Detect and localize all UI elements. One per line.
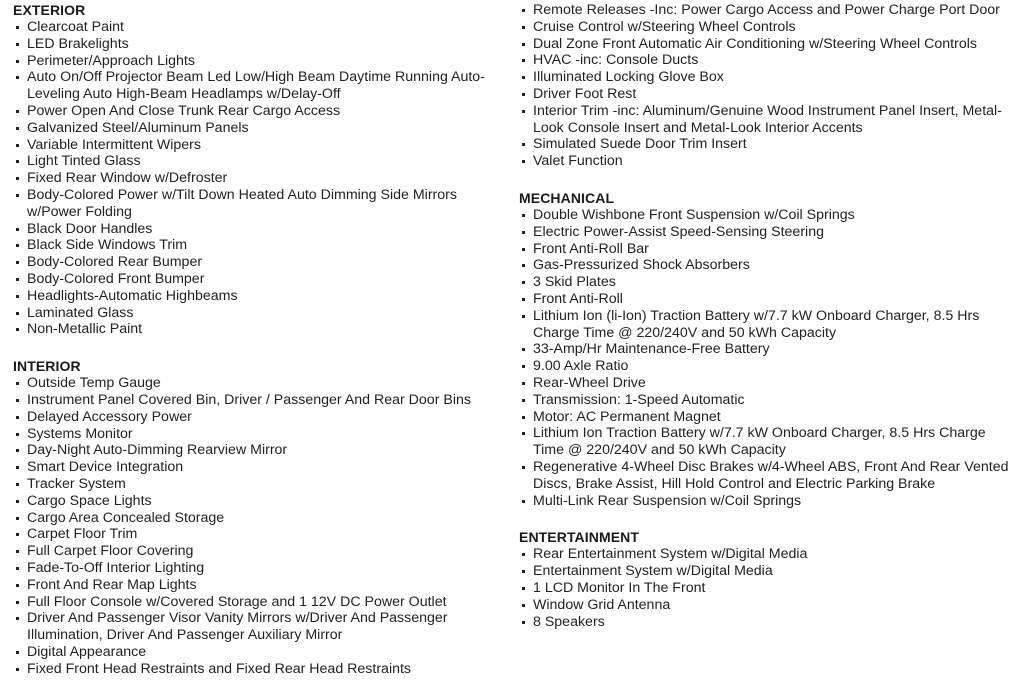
section-interior-continued	[519, 2, 1019, 170]
feature-item: Gas-Pressurized Shock Absorbers	[519, 257, 1019, 274]
feature-item: Fade-To-Off Interior Lighting	[13, 560, 508, 577]
feature-item: Lithium Ion Traction Battery w/7.7 kW Onboard Charger, 8.5 Hrs Charge Time @ 220/240V and 50 kWh Capacity	[519, 425, 1019, 459]
feature-item: Double Wishbone Front Suspension w/Coil Springs	[519, 207, 1019, 224]
feature-item: Interior Trim -inc: Aluminum/Genuine Wood Instrument Panel Insert, Metal-Look Console Insert and Metal-Look Interior Accents	[519, 103, 1019, 137]
section-title-mechanical: MECHANICAL	[519, 189, 615, 206]
section-title-entertainment: ENTERTAINMENT	[519, 529, 640, 546]
feature-item: 33-Amp/Hr Maintenance-Free Battery	[519, 341, 1019, 358]
feature-item: Black Side Windows Trim	[13, 237, 508, 254]
feature-item: Window Grid Antenna	[519, 597, 1019, 614]
feature-item: 9.00 Axle Ratio	[519, 358, 1019, 375]
feature-item: Entertainment System w/Digital Media	[519, 563, 1019, 580]
feature-item: Power Open And Close Trunk Rear Cargo Access	[13, 103, 508, 120]
right-column	[519, 2, 1019, 650]
feature-item: Systems Monitor	[13, 426, 508, 443]
feature-item: Regenerative 4-Wheel Disc Brakes w/4-Wheel ABS, Front And Rear Vented Discs, Brake Assist, Hill Hold Control and Electric Parking Brake	[519, 459, 1019, 493]
feature-item: Lithium Ion (li-Ion) Traction Battery w/7.7 kW Onboard Charger, 8.5 Hrs Charge Time @ 220/240V and 50 kWh Capacity	[519, 308, 1019, 342]
section-title-exterior: EXTERIOR	[13, 2, 86, 18]
feature-item: Cargo Area Concealed Storage	[13, 510, 508, 527]
feature-item: Clearcoat Paint	[13, 19, 508, 36]
section-entertainment	[519, 529, 1019, 630]
feature-item: Rear-Wheel Drive	[519, 375, 1019, 392]
feature-list-interior	[13, 375, 508, 677]
feature-item: Carpet Floor Trim	[13, 526, 508, 543]
feature-item: 3 Skid Plates	[519, 274, 1019, 291]
feature-item: Body-Colored Rear Bumper	[13, 254, 508, 271]
feature-item: Front Anti-Roll	[519, 291, 1019, 308]
feature-item: Laminated Glass	[13, 305, 508, 322]
feature-item: Full Carpet Floor Covering	[13, 543, 508, 560]
feature-item: Illuminated Locking Glove Box	[519, 69, 1019, 86]
section-exterior	[13, 2, 508, 338]
feature-item: Transmission: 1-Speed Automatic	[519, 392, 1019, 409]
feature-item: Digital Appearance	[13, 644, 508, 661]
feature-list-mechanical	[519, 207, 1019, 509]
feature-item: Day-Night Auto-Dimming Rearview Mirror	[13, 442, 508, 459]
feature-item: Non-Metallic Paint	[13, 321, 508, 338]
feature-item: Headlights-Automatic Highbeams	[13, 288, 508, 305]
feature-item: Electric Power-Assist Speed-Sensing Steering	[519, 224, 1019, 241]
feature-item: Multi-Link Rear Suspension w/Coil Springs	[519, 493, 1019, 510]
feature-item: Light Tinted Glass	[13, 153, 508, 170]
feature-item: Auto On/Off Projector Beam Led Low/High Beam Daytime Running Auto-Leveling Auto High-Beam Headlamps w/Delay-Off	[13, 69, 508, 103]
feature-item: Black Door Handles	[13, 221, 508, 238]
feature-item: Body-Colored Front Bumper	[13, 271, 508, 288]
feature-item: Simulated Suede Door Trim Insert	[519, 136, 1019, 153]
feature-item: HVAC -inc: Console Ducts	[519, 52, 1019, 69]
feature-item: Body-Colored Power w/Tilt Down Heated Auto Dimming Side Mirrors w/Power Folding	[13, 187, 508, 221]
feature-item: Front Anti-Roll Bar	[519, 241, 1019, 258]
feature-item: Smart Device Integration	[13, 459, 508, 476]
feature-item: Fixed Rear Window w/Defroster	[13, 170, 508, 187]
feature-item: 1 LCD Monitor In The Front	[519, 580, 1019, 597]
feature-item: Cargo Space Lights	[13, 493, 508, 510]
feature-item: Perimeter/Approach Lights	[13, 53, 508, 70]
feature-item: Fixed Front Head Restraints and Fixed Rear Head Restraints	[13, 661, 508, 678]
section-title-interior: INTERIOR	[13, 358, 81, 375]
feature-item: Rear Entertainment System w/Digital Media	[519, 546, 1019, 563]
feature-item: Instrument Panel Covered Bin, Driver / Passenger And Rear Door Bins	[13, 392, 508, 409]
feature-item: Remote Releases -Inc: Power Cargo Access and Power Charge Port Door	[519, 2, 1019, 19]
feature-item: Cruise Control w/Steering Wheel Controls	[519, 19, 1019, 36]
feature-item: 8 Speakers	[519, 614, 1019, 631]
feature-item: Valet Function	[519, 153, 1019, 170]
feature-item: Variable Intermittent Wipers	[13, 137, 508, 154]
feature-item: Tracker System	[13, 476, 508, 493]
section-interior	[13, 358, 508, 677]
feature-list-interior-continued	[519, 2, 1019, 170]
left-column	[13, 2, 508, 697]
feature-item: Outside Temp Gauge	[13, 375, 508, 392]
feature-list-exterior	[13, 19, 508, 338]
feature-item: Delayed Accessory Power	[13, 409, 508, 426]
feature-item: Galvanized Steel/Aluminum Panels	[13, 120, 508, 137]
feature-item: Dual Zone Front Automatic Air Conditioning w/Steering Wheel Controls	[519, 36, 1019, 53]
feature-item: LED Brakelights	[13, 36, 508, 53]
feature-item: Driver And Passenger Visor Vanity Mirrors w/Driver And Passenger Illumination, Driver And Passenger Auxiliary Mirror	[13, 610, 508, 644]
feature-list-entertainment	[519, 546, 1019, 630]
feature-item: Full Floor Console w/Covered Storage and 1 12V DC Power Outlet	[13, 594, 508, 611]
feature-item: Driver Foot Rest	[519, 86, 1019, 103]
feature-item: Front And Rear Map Lights	[13, 577, 508, 594]
section-mechanical	[519, 190, 1019, 509]
feature-item: Motor: AC Permanent Magnet	[519, 409, 1019, 426]
